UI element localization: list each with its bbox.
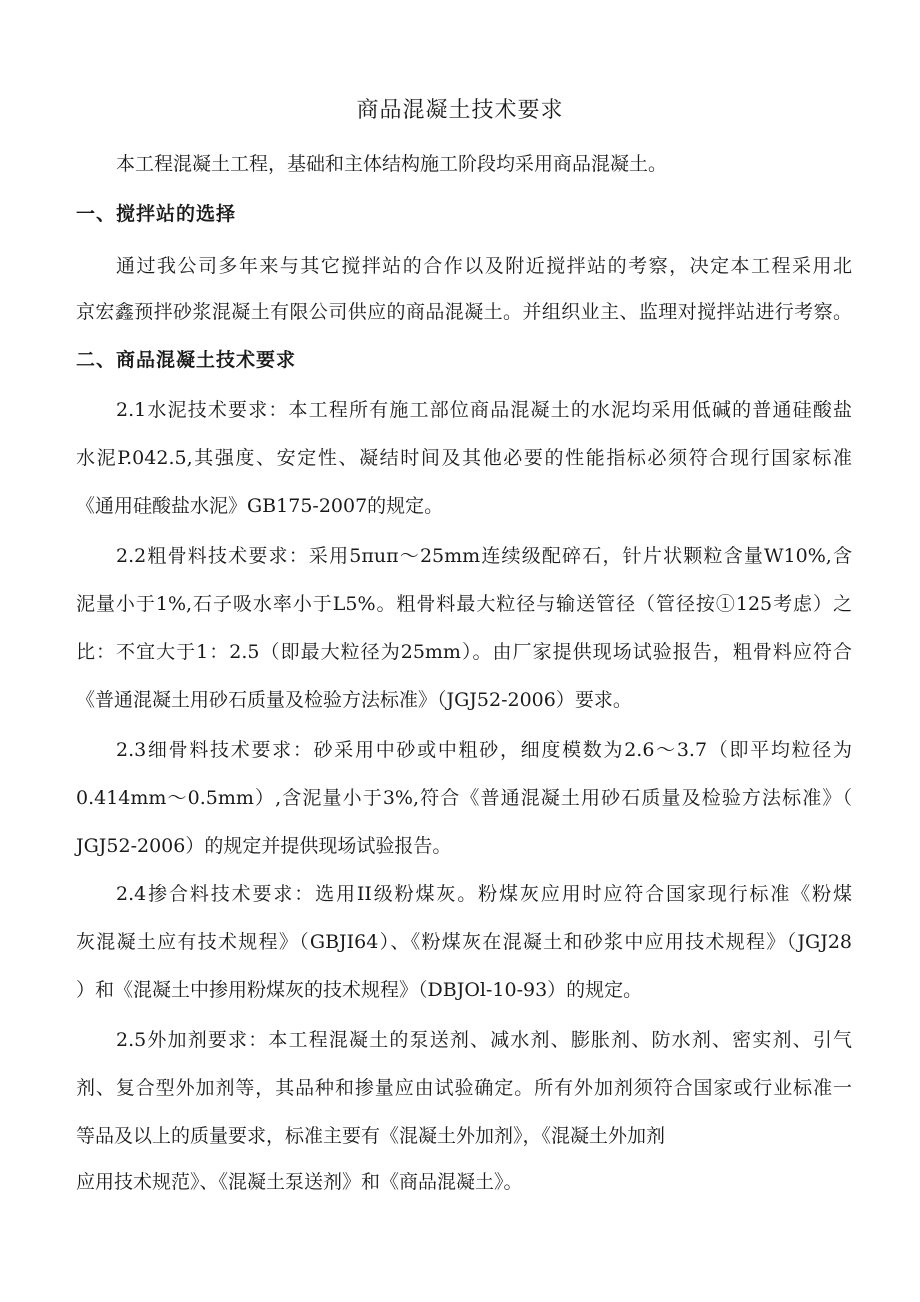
paragraph-line: 2.1水泥技术要求：本工程所有施工部位商品混凝土的水泥均采用低碱的普通硅酸盐 bbox=[116, 399, 852, 421]
paragraph-line: 2.3细骨料技术要求：砂采用中砂或中粗砂，细度模数为2.6～3.7（即平均粒径为 bbox=[116, 739, 852, 761]
paragraph-line: 水泥P.042.5,其强度、安定性、凝结时间及其他必要的性能指标必须符合现行国家标准 bbox=[76, 447, 852, 469]
paragraph-line: 通过我公司多年来与其它搅拌站的合作以及附近搅拌站的考察，决定本工程采用北 bbox=[116, 255, 852, 277]
document-title: 商品混凝土技术要求 bbox=[356, 98, 564, 123]
paragraph-line: 《普通混凝土用砂石质量及检验方法标准》（JGJ52-2006）要求。 bbox=[76, 689, 632, 711]
paragraph-line: 等品及以上的质量要求，标准主要有《混凝土外加剂》，《混凝土外加剂 bbox=[76, 1125, 666, 1147]
paragraph-line: 应用技术规范》、《混凝土泵送剂》和《商品混凝土》。 bbox=[76, 1171, 523, 1193]
paragraph-line: 京宏鑫预拌砂浆混凝土有限公司供应的商品混凝土。并组织业主、监理对搅拌站进行考察。 bbox=[76, 301, 852, 323]
section-heading-technical-requirements: 二、商品混凝土技术要求 bbox=[76, 349, 297, 371]
paragraph-line: JGJ52-2006）的规定并提供现场试验报告。 bbox=[76, 835, 452, 857]
intro-paragraph: 本工程混凝土工程，基础和主体结构施工阶段均采用商品混凝土。 bbox=[116, 153, 668, 175]
section-heading-mixing-station: 一、搅拌站的选择 bbox=[76, 203, 237, 225]
paragraph-line: 泥量小于1%,石子吸水率小于L5%。粗骨料最大粒径与输送管径（管径按①125考虑）之 bbox=[76, 593, 852, 615]
paragraph-line: 《通用硅酸盐水泥》GB175-2007的规定。 bbox=[76, 495, 444, 517]
paragraph-line: 2.5外加剂要求：本工程混凝土的泵送剂、减水剂、膨胀剂、防水剂、密实剂、引气 bbox=[116, 1029, 852, 1051]
paragraph-line: 剂、复合型外加剂等，其品种和掺量应由试验确定。所有外加剂须符合国家或行业标准一 bbox=[76, 1077, 852, 1099]
paragraph-line: 灰混凝土应有技术规程》（GBJI64）、《粉煤灰在混凝土和砂浆中应用技术规程》（JGJ28 bbox=[76, 931, 852, 953]
paragraph-line: 2.2粗骨料技术要求：采用5πuπ～25mm连续级配碎石，针片状颗粒含量W10%,含 bbox=[116, 545, 852, 567]
paragraph-line: 比：不宜大于1：2.5（即最大粒径为25mm）。由厂家提供现场试验报告，粗骨料应符合 bbox=[76, 641, 852, 663]
paragraph-line: 0.414mm～0.5mm）,含泥量小于3%,符合《普通混凝土用砂石质量及检验方法标准》（ bbox=[76, 787, 852, 809]
paragraph-line: 2.4掺合料技术要求：选用II级粉煤灰。粉煤灰应用时应符合国家现行标准《粉煤 bbox=[116, 883, 852, 905]
paragraph-line: ）和《混凝土中掺用粉煤灰的技术规程》（DBJOl-10-93）的规定。 bbox=[76, 979, 643, 1001]
